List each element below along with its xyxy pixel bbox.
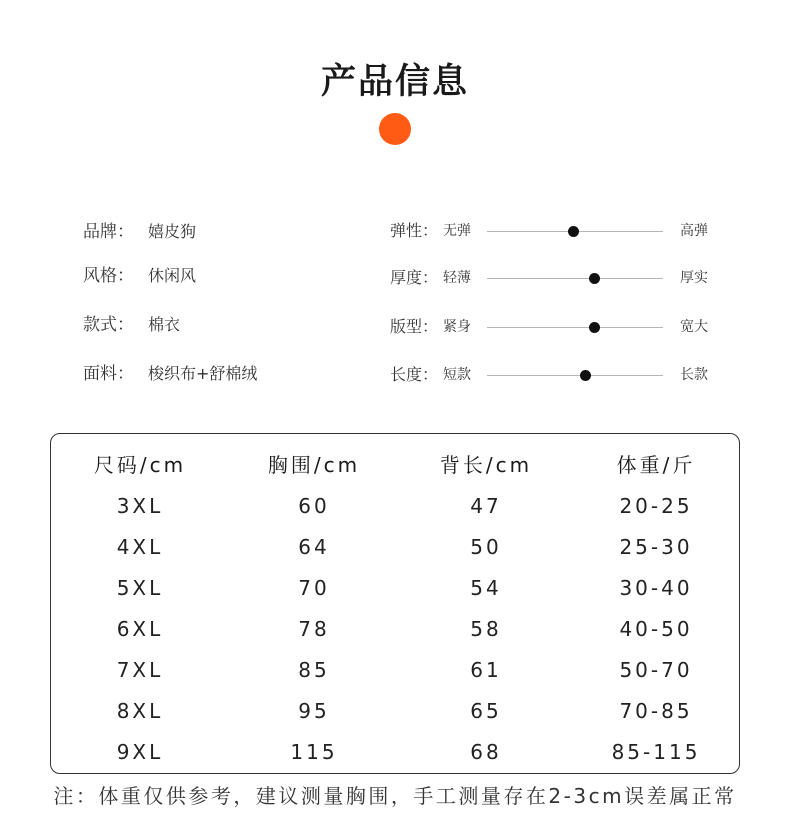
table-cell: 78 <box>298 617 330 641</box>
attribute-value: 嬉皮狗 <box>148 222 197 241</box>
table-cell: 85 <box>298 658 330 682</box>
table-header-row <box>51 445 739 486</box>
table-cell: 3XL <box>116 494 164 518</box>
table-row <box>51 527 739 568</box>
column-header-chest: 胸围/cm <box>267 453 361 477</box>
table-cell: 95 <box>298 699 330 723</box>
scale-max-label: 长款 <box>680 367 708 383</box>
table-cell: 68 <box>470 740 502 764</box>
table-cell: 30-40 <box>619 576 693 600</box>
accent-dot <box>379 113 411 145</box>
scale-label: 版型： <box>390 317 439 336</box>
scale-track <box>487 278 663 279</box>
footnote: 注：体重仅供参考，建议测量胸围，手工测量存在2-3cm误差属正常 <box>53 784 737 808</box>
scale-indicator-dot <box>589 322 600 333</box>
table-cell: 6XL <box>116 617 164 641</box>
table-cell: 50-70 <box>619 658 693 682</box>
scale-row-elasticity <box>390 219 730 243</box>
scale-track <box>487 231 663 232</box>
scale-min-label: 轻薄 <box>443 270 471 286</box>
scale-min-label: 紧身 <box>443 319 471 335</box>
scale-indicator-dot <box>568 226 579 237</box>
scale-row-length <box>390 363 730 387</box>
scale-track <box>487 327 663 328</box>
table-cell: 47 <box>470 494 502 518</box>
table-cell: 61 <box>470 658 502 682</box>
table-cell: 9XL <box>116 740 164 764</box>
attribute-label: 品牌： <box>83 222 134 242</box>
size-table <box>50 433 740 774</box>
column-header-size: 尺码/cm <box>93 453 187 477</box>
table-cell: 20-25 <box>619 494 693 518</box>
column-header-weight: 体重/斤 <box>616 453 696 477</box>
table-cell: 8XL <box>116 699 164 723</box>
table-row <box>51 609 739 650</box>
table-row <box>51 691 739 732</box>
attribute-value: 棉衣 <box>148 315 181 334</box>
table-row <box>51 732 739 773</box>
attribute-label: 风格： <box>83 266 134 286</box>
attribute-row-brand <box>83 220 363 244</box>
table-cell: 70 <box>298 576 330 600</box>
table-cell: 65 <box>470 699 502 723</box>
attribute-label: 款式： <box>83 315 134 335</box>
table-cell: 64 <box>298 535 330 559</box>
page-title: 产品信息 <box>320 62 469 102</box>
scale-indicator-dot <box>589 273 600 284</box>
table-cell: 70-85 <box>619 699 693 723</box>
table-row <box>51 650 739 691</box>
table-cell: 40-50 <box>619 617 693 641</box>
table-cell: 50 <box>470 535 502 559</box>
table-cell: 7XL <box>116 658 164 682</box>
table-cell: 60 <box>298 494 330 518</box>
attribute-value: 梭织布+舒棉绒 <box>148 364 258 383</box>
scale-track <box>487 375 663 376</box>
scale-label: 弹性： <box>390 221 439 240</box>
scale-label: 厚度： <box>390 268 439 287</box>
scale-min-label: 短款 <box>443 367 471 383</box>
scale-indicator-dot <box>580 370 591 381</box>
scale-max-label: 高弹 <box>680 223 708 239</box>
table-cell: 58 <box>470 617 502 641</box>
scale-max-label: 宽大 <box>680 319 708 335</box>
attribute-label: 面料： <box>83 364 134 384</box>
table-cell: 4XL <box>116 535 164 559</box>
scale-row-fit <box>390 315 730 339</box>
attribute-value: 休闲风 <box>148 266 197 285</box>
attribute-row-type <box>83 313 363 337</box>
scale-row-thickness <box>390 266 730 290</box>
scale-label: 长度： <box>390 365 439 384</box>
table-cell: 54 <box>470 576 502 600</box>
table-cell: 25-30 <box>619 535 693 559</box>
table-cell: 115 <box>290 740 338 764</box>
table-cell: 85-115 <box>611 740 701 764</box>
scale-max-label: 厚实 <box>680 270 708 286</box>
table-row <box>51 486 739 527</box>
attribute-row-style <box>83 264 363 288</box>
attribute-row-fabric <box>83 362 363 386</box>
table-cell: 5XL <box>116 576 164 600</box>
column-header-back-length: 背长/cm <box>439 453 533 477</box>
scale-min-label: 无弹 <box>443 223 471 239</box>
table-row <box>51 568 739 609</box>
